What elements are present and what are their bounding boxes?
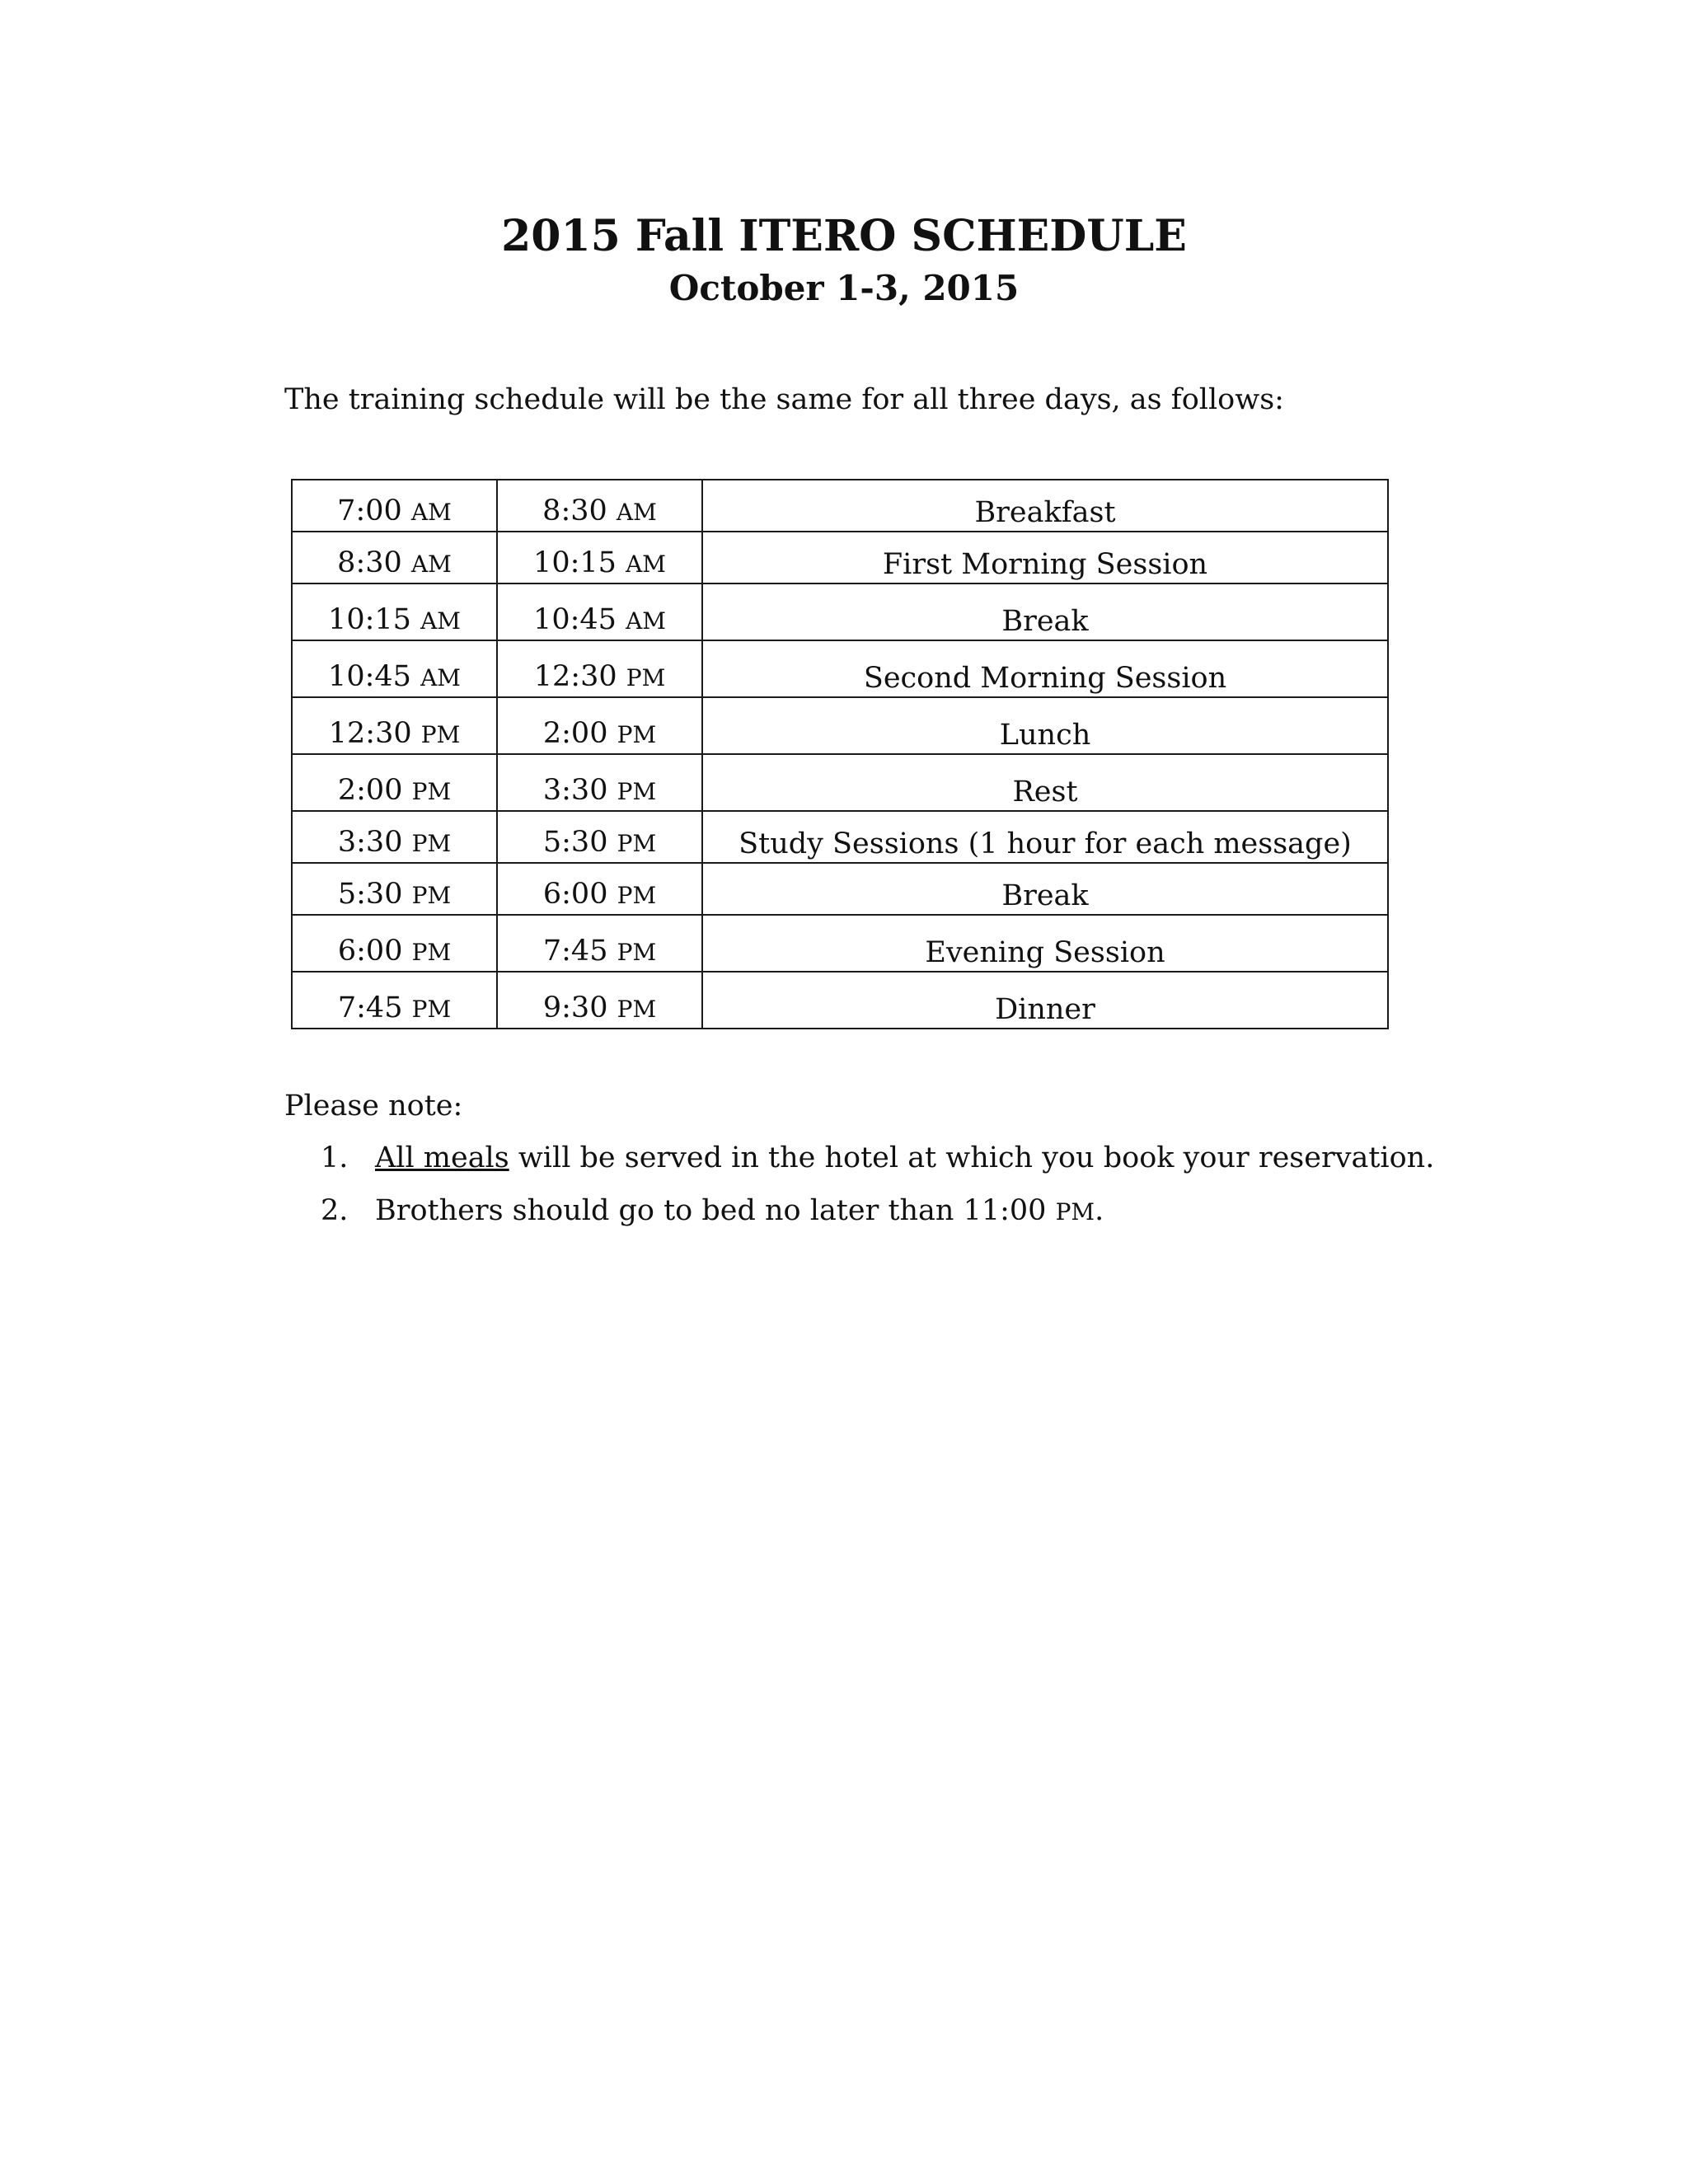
notes-heading: Please note: bbox=[284, 1090, 463, 1122]
end-time: 8:30 bbox=[542, 494, 607, 527]
activity-cell: Evening Session bbox=[702, 915, 1388, 972]
start-time: 3:30 bbox=[337, 826, 403, 859]
page-title: 2015 Fall ITERO SCHEDULE bbox=[501, 211, 1187, 261]
table-row bbox=[292, 863, 1388, 915]
start-period: PM bbox=[411, 882, 452, 909]
end-time: 3:30 bbox=[542, 774, 608, 807]
end-time: 2:00 bbox=[542, 717, 608, 750]
time-period: PM bbox=[1055, 1198, 1095, 1226]
schedule-table bbox=[291, 479, 1389, 1029]
activity-cell: Study Sessions (1 hour for each message) bbox=[702, 811, 1388, 863]
underlined-text: All meals bbox=[375, 1141, 509, 1174]
start-time: 8:30 bbox=[337, 546, 402, 579]
start-time-cell bbox=[292, 583, 497, 640]
activity-cell: Break bbox=[702, 583, 1388, 640]
start-period: PM bbox=[411, 939, 452, 966]
start-time-cell bbox=[292, 532, 497, 583]
activity-cell: Second Morning Session bbox=[702, 640, 1388, 697]
list-number: 2. bbox=[321, 1194, 349, 1227]
end-period: AM bbox=[626, 607, 666, 635]
end-time-cell bbox=[497, 640, 702, 697]
start-time: 10:45 bbox=[328, 660, 411, 693]
end-time: 6:00 bbox=[542, 878, 608, 911]
activity-cell: Dinner bbox=[702, 972, 1388, 1029]
end-period: PM bbox=[617, 882, 657, 909]
table-row bbox=[292, 697, 1388, 754]
end-time-cell bbox=[497, 754, 702, 811]
start-time-cell bbox=[292, 697, 497, 754]
end-period: PM bbox=[617, 996, 657, 1023]
start-period: PM bbox=[411, 778, 452, 805]
start-period: AM bbox=[420, 607, 461, 635]
start-period: PM bbox=[411, 830, 452, 857]
start-time-cell bbox=[292, 754, 497, 811]
end-time-cell bbox=[497, 532, 702, 583]
end-time: 7:45 bbox=[542, 935, 608, 968]
activity-cell: Break bbox=[702, 863, 1388, 915]
end-time: 10:15 bbox=[533, 546, 617, 579]
end-period: PM bbox=[617, 830, 657, 857]
start-time-cell bbox=[292, 972, 497, 1029]
start-period: PM bbox=[420, 721, 461, 748]
table-row bbox=[292, 811, 1388, 863]
activity-cell: Lunch bbox=[702, 697, 1388, 754]
table-row bbox=[292, 640, 1388, 697]
start-time: 2:00 bbox=[337, 774, 403, 807]
end-time-cell bbox=[497, 972, 702, 1029]
table-row bbox=[292, 480, 1388, 532]
note-text: Brothers should go to bed no later than 11:00 bbox=[375, 1194, 1056, 1227]
activity-cell: Rest bbox=[702, 754, 1388, 811]
start-time-cell bbox=[292, 915, 497, 972]
start-time-cell bbox=[292, 640, 497, 697]
end-period: PM bbox=[617, 778, 657, 805]
start-time-cell bbox=[292, 863, 497, 915]
list-item bbox=[284, 1137, 1434, 1190]
start-period: AM bbox=[420, 664, 461, 691]
note-text: will be served in the hotel at which you book your reservation. bbox=[509, 1141, 1435, 1174]
end-period: AM bbox=[616, 499, 657, 526]
start-time: 6:00 bbox=[337, 935, 403, 968]
end-time-cell bbox=[497, 811, 702, 863]
start-period: AM bbox=[410, 551, 452, 578]
end-time: 5:30 bbox=[542, 826, 608, 859]
end-time: 10:45 bbox=[533, 603, 617, 636]
activity-cell: Breakfast bbox=[702, 480, 1388, 532]
end-period: PM bbox=[617, 939, 657, 966]
notes-list bbox=[284, 1137, 1434, 1243]
table-row bbox=[292, 583, 1388, 640]
end-time-cell bbox=[497, 697, 702, 754]
end-period: PM bbox=[617, 721, 657, 748]
start-time: 12:30 bbox=[328, 717, 412, 750]
start-period: AM bbox=[410, 499, 452, 526]
start-time: 5:30 bbox=[337, 878, 403, 911]
table-row bbox=[292, 754, 1388, 811]
note-text-end: . bbox=[1095, 1194, 1104, 1227]
list-item bbox=[284, 1190, 1434, 1243]
end-time-cell bbox=[497, 863, 702, 915]
end-time: 9:30 bbox=[542, 991, 608, 1024]
start-time: 7:45 bbox=[337, 991, 403, 1024]
page-subtitle-date: October 1-3, 2015 bbox=[668, 268, 1020, 308]
start-time-cell bbox=[292, 811, 497, 863]
start-time: 10:15 bbox=[328, 603, 411, 636]
end-time-cell bbox=[497, 480, 702, 532]
table-row bbox=[292, 532, 1388, 583]
end-time: 12:30 bbox=[533, 660, 617, 693]
end-time-cell bbox=[497, 915, 702, 972]
intro-text: The training schedule will be the same for all three days, as follows: bbox=[284, 383, 1284, 416]
start-period: PM bbox=[411, 996, 452, 1023]
activity-cell: First Morning Session bbox=[702, 532, 1388, 583]
list-number: 1. bbox=[321, 1141, 349, 1174]
end-period: AM bbox=[626, 551, 666, 578]
table-row bbox=[292, 972, 1388, 1029]
start-time-cell bbox=[292, 480, 497, 532]
table-row bbox=[292, 915, 1388, 972]
end-period: PM bbox=[626, 664, 666, 691]
end-time-cell bbox=[497, 583, 702, 640]
start-time: 7:00 bbox=[337, 494, 402, 527]
